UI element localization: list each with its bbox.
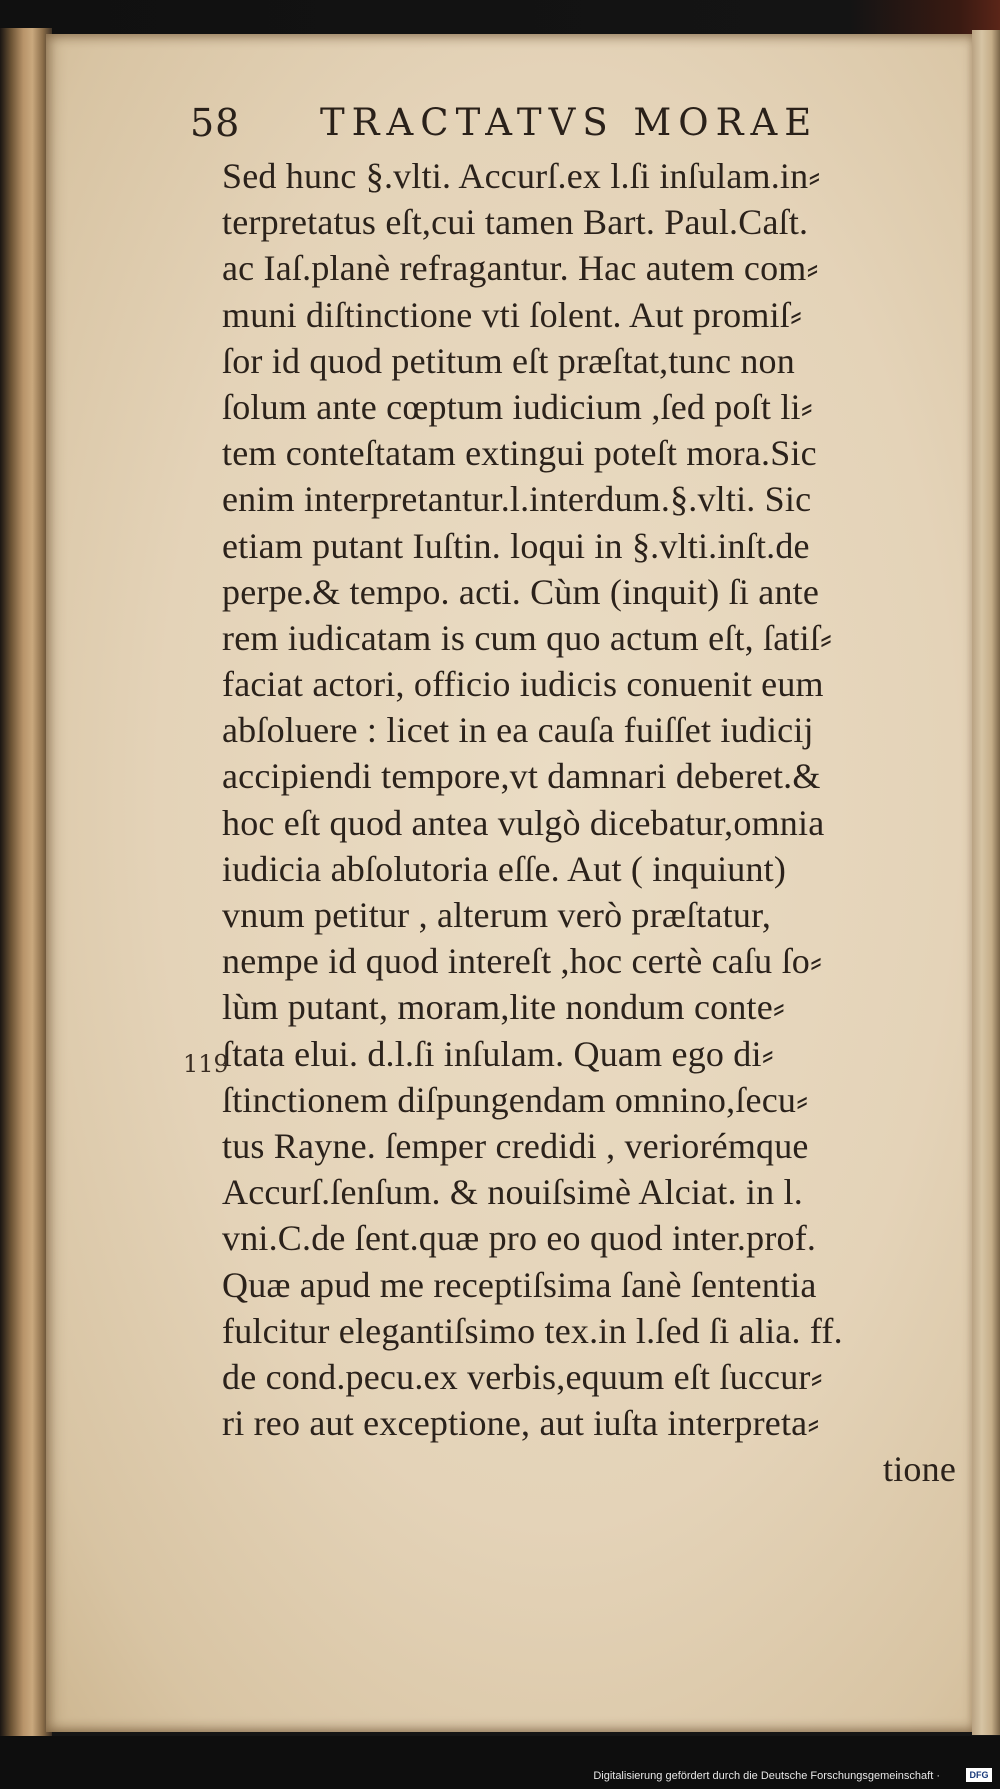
text-line: tus Rayne. ſemper credidi , veriorémque (222, 1125, 809, 1166)
text-line: fulcitur elegantiſsimo tex.in l.ſed ſi alia. ff. (222, 1310, 843, 1351)
text-line: ri reo aut exceptione, aut iuſta interpreta⸗ (222, 1403, 820, 1444)
marginal-number: 119 (183, 1050, 229, 1078)
text-line: Quæ apud me receptiſsima ſanè ſententia (222, 1264, 817, 1305)
text-line: enim interpretantur.l.interdum.§.vlti. Sic (222, 479, 812, 520)
scan-top-border (0, 0, 1000, 38)
text-line: iudicia abſolutoria eſſe. Aut ( inquiunt) (222, 848, 787, 889)
text-line: terpretatus eſt,cui tamen Bart. Paul.Caſt. (222, 202, 809, 243)
text-line: vnum petitur , alterum verò præſtatur, (222, 895, 772, 935)
text-line: vni.C.de ſent.quæ pro eo quod inter.prof. (222, 1218, 817, 1259)
text-line: rem iudicatam is cum quo actum eſt, ſatiſ⸗ (222, 617, 833, 658)
text-line: ac Iaſ.planè refragantur. Hac autem com⸗ (222, 248, 819, 289)
text-line: muni diſtinctione vti ſolent. Aut promiſ⸗ (222, 294, 803, 335)
text-line: Accurſ.ſenſum. & nouiſsimè Alciat. in l. (222, 1172, 803, 1213)
page-right-edge (972, 30, 1000, 1735)
digitization-credit: Digitalisierung gefördert durch die Deutsche Forschungsgemeinschaft · (593, 1770, 940, 1782)
running-head: TRACTATVS MORAE (320, 101, 819, 144)
dfg-logo: DFG (966, 1768, 992, 1782)
book-spine-edge (0, 28, 52, 1738)
text-line: faciat actori, officio iudicis conuenit eum (222, 664, 824, 705)
text-line: ſolum ante cœptum iudicium ,ſed poſt li⸗ (222, 386, 813, 427)
text-line: accipiendi tempore,vt damnari deberet.& (222, 756, 821, 797)
text-line: lùm putant, moram,lite nondum conte⸗ (222, 987, 786, 1028)
text-line: ſtinctionem diſpungendam omnino,ſecu⸗ (222, 1079, 809, 1120)
text-line: Sed hunc §.vlti. Accurſ.ex l.ſi inſulam.in⸗ (222, 156, 821, 196)
text-line: perpe.& tempo. acti. Cùm (inquit) ſi ante (222, 571, 820, 612)
text-line: etiam putant Iuſtin. loqui in §.vlti.inſt.de (222, 525, 810, 566)
text-line: tem conteſtatam extingui poteſt mora.Sic (222, 433, 817, 474)
text-line: hoc eſt quod antea vulgò dicebatur,omnia (222, 802, 825, 843)
page-number: 58 (190, 101, 241, 145)
text-line: de cond.pecu.ex verbis,equum eſt ſuccur⸗ (222, 1356, 823, 1397)
text-line: tione (883, 1449, 956, 1490)
body-text (222, 153, 962, 1492)
text-line: abſoluere : licet in ea cauſa fuiſſet iudicij (222, 710, 814, 751)
text-line: nempe id quod intereſt ,hoc certè caſu ſo⸗ (222, 941, 823, 982)
text-line: ſtata elui. d.l.ſi inſulam. Quam ego di⸗ (222, 1033, 774, 1074)
text-line: ſor id quod petitum eſt præſtat,tunc non (222, 340, 795, 381)
